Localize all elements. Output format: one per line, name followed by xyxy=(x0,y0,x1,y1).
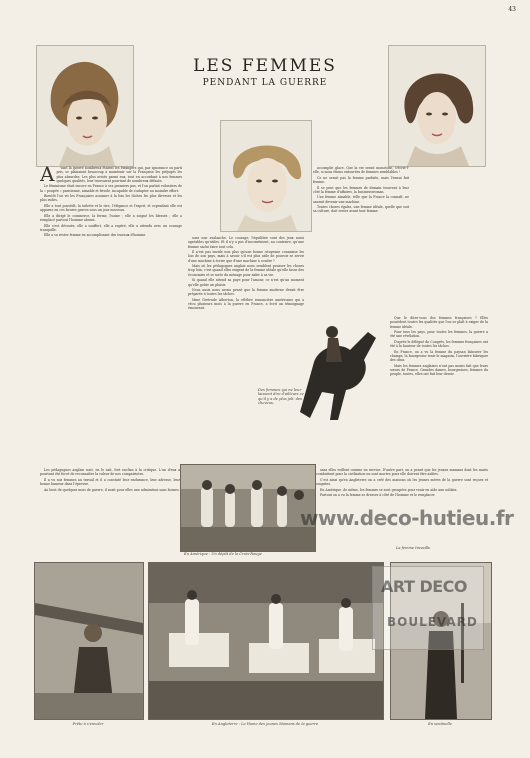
photo-america xyxy=(180,464,316,552)
portrait-left xyxy=(36,45,134,167)
paragraph: Au bout de quelques mois de guerre, il avait pour elles une admiration sans bornes. xyxy=(44,487,180,492)
paragraph: C'est ainsi qu'en Angleterre on a créé des maisons où les jeunes mères de la guerre sont reçues et soignées. xyxy=(316,477,488,487)
paragraph: Toutes choses égales, une femme idéale, quelle que soit sa culture, doit rester avant tout femme. xyxy=(313,205,409,214)
paragraph: Partout on a vu la femme se dresser à côté de l'homme et le remplacer. xyxy=(320,493,436,498)
paragraph: sans elles veillent comme en service. D'autre part, on a pensé que les jeunes mamans dont les maris combattent pour la civilisation en sont mortes pour elle doivent être aidées. xyxy=(316,468,488,477)
caption-america: En Amérique : Un dépôt de la Croix-Rouge xyxy=(184,552,262,556)
drop-cap: A xyxy=(40,166,55,186)
article-column-3 xyxy=(313,166,409,316)
caption-center: En Angleterre : Le Home des jeunes Mamans de la guerre xyxy=(211,722,319,726)
paragraph: sons une avalanche. Le courage, l'équilibre sont des jeux aussi agréables qu'utiles. Et il n'y a pas d'inconvénient, au contraire, qu'une femme sache faire tout cela. xyxy=(188,236,304,249)
paragraph: Mme Gertrude Atherton, la célèbre romancière américaine qui a vécu plusieurs mois à la guerre en France, a écrit un témoignage émouvant. xyxy=(188,297,304,311)
article-column-1-lower xyxy=(40,468,180,554)
caption-right: En sentinelle xyxy=(428,722,452,726)
caption-left: Prête à s'envoler xyxy=(72,722,104,726)
column-3-body xyxy=(313,166,409,214)
paragraph: En Amérique, de même, les femmes se sont groupées pour venir en aide aux soldats. xyxy=(320,487,458,492)
column-5-body xyxy=(316,468,488,497)
watermark-logo-top: ART DECO xyxy=(381,577,468,596)
paragraph: D'après le délégué du Congrès, les femmes françaises ont été à la hauteur de toutes les tâches. xyxy=(390,339,488,349)
paragraph: Elle a su rester femme en accomplissant des travaux d'homme. xyxy=(44,233,147,238)
article-column-4 xyxy=(390,316,488,466)
paragraph: Le féminisme était encore en France à ses premiers pas, et l'on parlait volontiers de la « poupée » parisienne, aimable et frivole, incapable de s'adapter au moindre effort. xyxy=(40,184,182,193)
paragraph: Bientôt l'on vit les Françaises assumer à la fois les tâches les plus diverses et les plus rudes. xyxy=(40,194,182,203)
column-4-body xyxy=(390,316,488,377)
watermark-logo xyxy=(372,566,484,650)
paragraph: Pour tous les pays, pour toutes les femmes, la guerre a été une révélation. xyxy=(390,330,488,339)
paragraph: Il se peut que les femmes de demain trouvent à leur côté la femme d'affaires, la businesswoman. xyxy=(313,185,409,194)
column-1-lower-body xyxy=(40,468,180,492)
watermark-logo-bottom: BOULEVARD xyxy=(387,615,478,629)
paragraph: Les pédagogues anglais sont, en le sait, fort enclins à la critique. L'un d'eux a pourtant été forcé de reconnaître la valeur de nos compatriotes. xyxy=(40,468,180,477)
page-subtitle: PENDANT LA GUERRE xyxy=(202,78,328,88)
paragraph: En France, on a vu la femme du paysan labourer les champs, la bourgeoise tenir le magasin, l'ouvrière fabriquer des obus. xyxy=(390,349,488,363)
watermark-url: www.deco-hutieu.fr xyxy=(300,506,514,530)
paragraph: Elle a tout possédé, la toilette et le rire, l'élégance et l'esprit, et cependant elle est apparue en ces heures graves sous un jour nouveau. xyxy=(40,203,182,213)
caption-america-right: La femme travaille xyxy=(396,546,431,550)
photo-left xyxy=(34,562,144,720)
paragraph: Que le dites-vous des femmes françaises ? Elles possèdent toutes les qualités que l'on se plaît à exiger de la femme idéale. xyxy=(390,316,488,329)
page-title-block xyxy=(170,56,360,88)
paragraph: vant la guerre nombreux étaient les étrangers qui, par ignorance ou parti pris, se plaisaient beaucoup à maintenir sur la Française les préjugés les plus absurdes. Les plus avisés parmi eux, tout en accordant à nos femmes quelques qualités, leur trouvaient pourtant de nombreux défauts. xyxy=(56,166,182,183)
paragraph: Il n'est pas inutile non plus qu'une bonne citoyenne connaisse les lois de son pays, mais à savoir s'il est plus utile de pouvoir se servir d'une machine à écrire que d'une machine à coudre ? xyxy=(188,250,304,263)
rider-photo-caption: Des femmes qui ne leur laissent dire d'ailleurs ce qu'il y a de plus joli: des cheveux, xyxy=(258,388,304,406)
page-title: LES FEMMES xyxy=(193,56,337,76)
page-number: 43 xyxy=(508,6,516,13)
portrait-center xyxy=(220,120,312,232)
portrait-right xyxy=(388,45,486,167)
paragraph: Mais les femmes anglaises n'ont pas moins fait que leurs sœurs de France. Grandes dames, bourgeoises, femmes du peuple, toutes, elles ont fait leur devoir. xyxy=(390,363,488,377)
column-2-body xyxy=(188,236,304,311)
paragraph: Une femme aimable, telle que la France la connaît, ne saurait devenir une machine. xyxy=(313,195,409,204)
paragraph: Mais où les pédagogues anglais nous semblent pousser les choses trop loin, c'est quand elles exigent de la femme idéale qu'elle fasse des économies et se sorte du ménage pour aider à sa vie. xyxy=(188,264,304,277)
article-column-1 xyxy=(40,166,182,466)
paragraph: Elle a dirigé le commerce, la ferme, l'usine ; elle a soigné les blessés ; elle a remplacé partout l'homme absent. xyxy=(40,213,182,223)
paragraph: Si quand elle attend sa paye pour l'amour, ce n'est qu'un moment qu'elle goûte un plaisir. xyxy=(188,278,304,287)
paragraph: accomplie glace. Que la vie serait monotone, s'écrie-t-elle, si nous étions entourées de femmes semblables ! xyxy=(313,166,409,175)
paragraph: Ce ne serait pas la femme parfaite, mais l'ennui fait femme. xyxy=(313,175,409,185)
rider-photo xyxy=(280,302,390,430)
paragraph: Nous aussi nous avons pensé que la femme moderne devait être préparée à toutes les tâches. xyxy=(188,288,304,297)
column-1-body xyxy=(40,166,182,238)
paragraph: Elle s'est dévouée, elle a souffert, elle a espéré, elle a attendu avec un courage tranquille. xyxy=(40,223,182,232)
photo-center xyxy=(148,562,384,720)
paragraph: Il a vu nos femmes au travail et il a constaté leur endurance, leur adresse, leur bonne humeur dans l'épreuve. xyxy=(40,477,180,487)
